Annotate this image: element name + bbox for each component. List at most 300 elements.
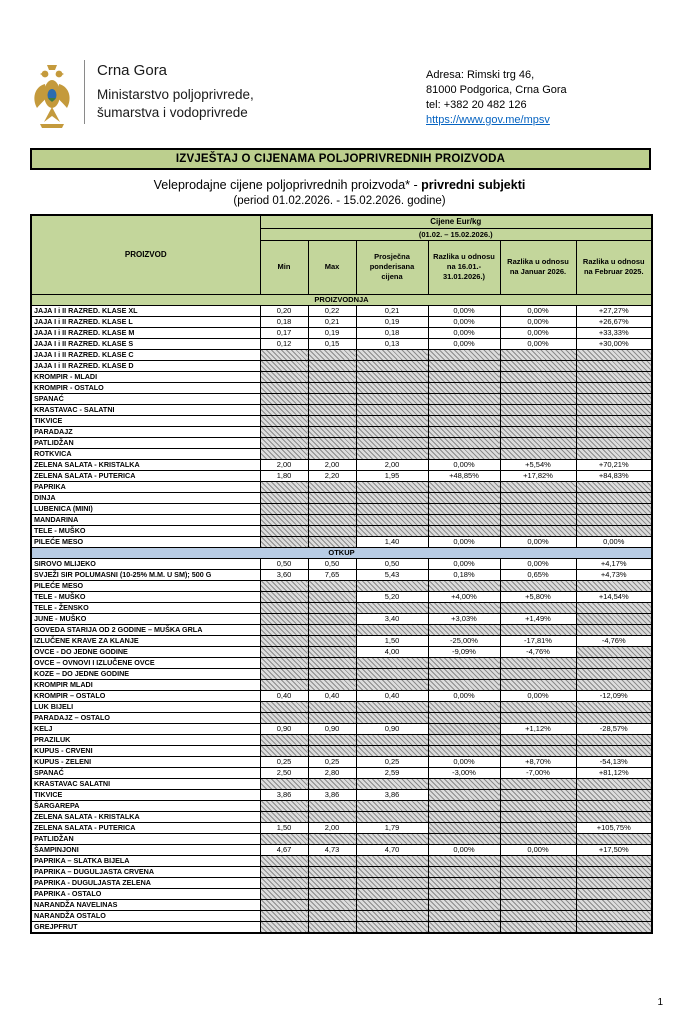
empty-hatched-cell [428, 701, 500, 712]
product-name-cell: JAJA I i II RAZRED. KLASE D [31, 360, 260, 371]
empty-hatched-cell [356, 657, 428, 668]
product-name-cell: NARANDŽA OSTALO [31, 910, 260, 921]
column-header-diff-february: Razlika u odnosu na Februar 2025. [576, 240, 652, 294]
value-cell: 1,95 [356, 470, 428, 481]
empty-hatched-cell [356, 745, 428, 756]
empty-hatched-cell [356, 899, 428, 910]
empty-hatched-cell [356, 888, 428, 899]
value-cell: -28,57% [576, 723, 652, 734]
value-cell: -7,00% [500, 767, 576, 778]
product-name-cell: KROMPIR - MLADI [31, 371, 260, 382]
value-cell: +17,50% [576, 844, 652, 855]
product-name-cell: SPANAĆ [31, 393, 260, 404]
value-cell: 0,90 [356, 723, 428, 734]
empty-hatched-cell [260, 800, 308, 811]
product-name-cell: JAJA I i II RAZRED. KLASE S [31, 338, 260, 349]
value-cell: 2,80 [308, 767, 356, 778]
report-title: IZVJEŠTAJ O CIJENAMA POLJOPRIVREDNIH PROIZVODA [30, 148, 651, 170]
table-row [31, 525, 652, 536]
product-name-cell: ZELENA SALATA - KRISTALKA [31, 811, 260, 822]
value-cell: 0,12 [260, 338, 308, 349]
section-row [31, 294, 652, 305]
empty-hatched-cell [260, 360, 308, 371]
empty-hatched-cell [576, 426, 652, 437]
empty-hatched-cell [576, 679, 652, 690]
empty-hatched-cell [576, 888, 652, 899]
product-name-cell: KROMPIR – OSTALO [31, 690, 260, 701]
value-cell: +1,12% [500, 723, 576, 734]
empty-hatched-cell [356, 800, 428, 811]
empty-hatched-cell [308, 492, 356, 503]
value-cell: 0,18 [356, 327, 428, 338]
table-row [31, 734, 652, 745]
empty-hatched-cell [428, 415, 500, 426]
table-row [31, 503, 652, 514]
product-name-cell: PATLIDŽAN [31, 437, 260, 448]
empty-hatched-cell [428, 448, 500, 459]
empty-hatched-cell [308, 371, 356, 382]
product-name-cell: PARADAJZ – OSTALO [31, 712, 260, 723]
product-name-cell: NARANDŽA NAVELINAS [31, 899, 260, 910]
value-cell: 3,86 [308, 789, 356, 800]
empty-hatched-cell [260, 855, 308, 866]
table-row [31, 327, 652, 338]
empty-hatched-cell [428, 910, 500, 921]
empty-hatched-cell [500, 503, 576, 514]
empty-hatched-cell [428, 745, 500, 756]
empty-hatched-cell [576, 899, 652, 910]
column-header-avg-price: Prosječna ponderisana cijena [356, 240, 428, 294]
product-name-cell: DINJA [31, 492, 260, 503]
table-row [31, 360, 652, 371]
ministry-name-line2: šumarstva i vodoprivrede [97, 105, 248, 120]
product-name-cell: PAPRIKA - DUGULJASTA ZELENA [31, 877, 260, 888]
empty-hatched-cell [428, 888, 500, 899]
empty-hatched-cell [308, 712, 356, 723]
table-row [31, 712, 652, 723]
empty-hatched-cell [356, 602, 428, 613]
empty-hatched-cell [576, 404, 652, 415]
empty-hatched-cell [260, 910, 308, 921]
empty-hatched-cell [308, 481, 356, 492]
product-name-cell: TELE - ŽENSKO [31, 602, 260, 613]
value-cell: 0,50 [308, 558, 356, 569]
table-row [31, 657, 652, 668]
product-name-cell: PAPRIKA – SLATKA BIJELA [31, 855, 260, 866]
value-cell: 5,43 [356, 569, 428, 580]
value-cell: 0,40 [356, 690, 428, 701]
empty-hatched-cell [308, 778, 356, 789]
empty-hatched-cell [260, 635, 308, 646]
product-name-cell: KUPUS - CRVENI [31, 745, 260, 756]
empty-hatched-cell [576, 525, 652, 536]
letterhead [30, 60, 651, 135]
table-row [31, 404, 652, 415]
value-cell: 0,00% [428, 690, 500, 701]
table-row [31, 855, 652, 866]
report-subtitle [0, 178, 679, 192]
empty-hatched-cell [356, 492, 428, 503]
empty-hatched-cell [428, 503, 500, 514]
empty-hatched-cell [500, 492, 576, 503]
product-name-cell: TELE - MUŠKO [31, 525, 260, 536]
value-cell: 0,40 [260, 690, 308, 701]
table-row [31, 426, 652, 437]
empty-hatched-cell [260, 481, 308, 492]
value-cell: -12,09% [576, 690, 652, 701]
empty-hatched-cell [308, 437, 356, 448]
empty-hatched-cell [356, 514, 428, 525]
table-row [31, 470, 652, 481]
value-cell: +81,12% [576, 767, 652, 778]
empty-hatched-cell [260, 503, 308, 514]
empty-hatched-cell [308, 866, 356, 877]
table-row [31, 811, 652, 822]
product-name-cell: KOZE – DO JEDNE GODINE [31, 668, 260, 679]
empty-hatched-cell [308, 393, 356, 404]
empty-hatched-cell [500, 624, 576, 635]
value-cell: 3,86 [356, 789, 428, 800]
product-name-cell: PATLIDŽAN [31, 833, 260, 844]
price-table [30, 214, 653, 934]
empty-hatched-cell [308, 701, 356, 712]
table-row [31, 822, 652, 833]
empty-hatched-cell [356, 624, 428, 635]
empty-hatched-cell [576, 382, 652, 393]
table-row [31, 800, 652, 811]
empty-hatched-cell [428, 668, 500, 679]
product-name-cell: ZELENA SALATA - KRISTALKA [31, 459, 260, 470]
empty-hatched-cell [576, 393, 652, 404]
value-cell: 0,22 [308, 305, 356, 316]
empty-hatched-cell [356, 525, 428, 536]
value-cell: 0,19 [356, 316, 428, 327]
empty-hatched-cell [308, 668, 356, 679]
product-name-cell: PAPRIKA [31, 481, 260, 492]
empty-hatched-cell [576, 646, 652, 657]
empty-hatched-cell [260, 349, 308, 360]
value-cell: -17,81% [500, 635, 576, 646]
empty-hatched-cell [308, 910, 356, 921]
product-name-cell: JAJA I i II RAZRED. KLASE XL [31, 305, 260, 316]
table-row [31, 756, 652, 767]
value-cell: +26,67% [576, 316, 652, 327]
product-name-cell: SIROVO MLIJEKO [31, 558, 260, 569]
table-row [31, 624, 652, 635]
address-line-1: Adresa: Rimski trg 46, [426, 69, 535, 81]
table-row [31, 305, 652, 316]
table-row [31, 349, 652, 360]
empty-hatched-cell [576, 448, 652, 459]
empty-hatched-cell [428, 921, 500, 933]
value-cell: 0,20 [260, 305, 308, 316]
table-row [31, 437, 652, 448]
value-cell: 0,00% [500, 327, 576, 338]
empty-hatched-cell [260, 921, 308, 933]
empty-hatched-cell [500, 778, 576, 789]
empty-hatched-cell [356, 426, 428, 437]
value-cell: +5,80% [500, 591, 576, 602]
value-cell: 0,00% [428, 536, 500, 547]
product-name-cell: JAJA I i II RAZRED. KLASE C [31, 349, 260, 360]
table-row [31, 371, 652, 382]
table-row [31, 591, 652, 602]
empty-hatched-cell [356, 910, 428, 921]
table-row [31, 844, 652, 855]
empty-hatched-cell [308, 349, 356, 360]
empty-hatched-cell [428, 393, 500, 404]
value-cell: 0,00% [428, 338, 500, 349]
empty-hatched-cell [500, 371, 576, 382]
empty-hatched-cell [356, 734, 428, 745]
empty-hatched-cell [260, 536, 308, 547]
empty-hatched-cell [428, 492, 500, 503]
empty-hatched-cell [356, 855, 428, 866]
value-cell: 4,70 [356, 844, 428, 855]
product-name-cell: MANDARINA [31, 514, 260, 525]
product-name-cell: OVCE - DO JEDNE GODINE [31, 646, 260, 657]
value-cell: 1,79 [356, 822, 428, 833]
value-cell: 0,50 [260, 558, 308, 569]
section-label: OTKUP [31, 547, 652, 558]
address-block [426, 60, 651, 135]
value-cell: +14,54% [576, 591, 652, 602]
empty-hatched-cell [260, 701, 308, 712]
empty-hatched-cell [576, 734, 652, 745]
table-row [31, 448, 652, 459]
empty-hatched-cell [308, 503, 356, 514]
empty-hatched-cell [308, 514, 356, 525]
empty-hatched-cell [308, 855, 356, 866]
price-table-header [31, 215, 652, 294]
empty-hatched-cell [428, 855, 500, 866]
empty-hatched-cell [356, 481, 428, 492]
empty-hatched-cell [500, 668, 576, 679]
product-name-cell: LUBENICA (MINI) [31, 503, 260, 514]
empty-hatched-cell [576, 866, 652, 877]
value-cell: 0,25 [356, 756, 428, 767]
empty-hatched-cell [356, 778, 428, 789]
empty-hatched-cell [428, 481, 500, 492]
value-cell: 2,00 [356, 459, 428, 470]
empty-hatched-cell [500, 525, 576, 536]
table-row [31, 921, 652, 933]
empty-hatched-cell [356, 382, 428, 393]
empty-hatched-cell [308, 404, 356, 415]
product-name-cell: JUNE - MUŠKO [31, 613, 260, 624]
empty-hatched-cell [576, 921, 652, 933]
empty-hatched-cell [428, 723, 500, 734]
value-cell: 0,25 [308, 756, 356, 767]
value-cell: -4,76% [500, 646, 576, 657]
report-period: (period 01.02.2026. - 15.02.2026. godine) [233, 195, 446, 207]
empty-hatched-cell [260, 657, 308, 668]
value-cell: +1,49% [500, 613, 576, 624]
subtitle-bold-text: privredni subjekti [421, 178, 526, 192]
value-cell: 2,00 [308, 459, 356, 470]
empty-hatched-cell [576, 415, 652, 426]
empty-hatched-cell [356, 393, 428, 404]
table-row [31, 690, 652, 701]
value-cell: 0,00% [500, 690, 576, 701]
product-name-cell: PAPRIKA - OSTALO [31, 888, 260, 899]
value-cell: 0,00% [428, 459, 500, 470]
empty-hatched-cell [308, 877, 356, 888]
empty-hatched-cell [428, 437, 500, 448]
empty-hatched-cell [356, 448, 428, 459]
empty-hatched-cell [260, 580, 308, 591]
empty-hatched-cell [576, 778, 652, 789]
table-row [31, 701, 652, 712]
value-cell: 0,00% [500, 844, 576, 855]
value-cell: 0,00% [428, 844, 500, 855]
product-name-cell: KROMPIR MLADI [31, 679, 260, 690]
empty-hatched-cell [428, 624, 500, 635]
product-name-cell: TIKVICE [31, 789, 260, 800]
table-row [31, 866, 652, 877]
empty-hatched-cell [260, 833, 308, 844]
value-cell: 0,17 [260, 327, 308, 338]
product-name-cell: GOVEDA STARIJA OD 2 GODINE – MUŠKA GRLA [31, 624, 260, 635]
empty-hatched-cell [428, 778, 500, 789]
product-name-cell: ZELENA SALATA - PUTERICA [31, 470, 260, 481]
empty-hatched-cell [576, 580, 652, 591]
empty-hatched-cell [356, 404, 428, 415]
empty-hatched-cell [308, 800, 356, 811]
value-cell: 0,00% [428, 558, 500, 569]
table-row [31, 789, 652, 800]
value-cell: +33,33% [576, 327, 652, 338]
product-name-cell: ZELENA SALATA - PUTERICA [31, 822, 260, 833]
table-row [31, 877, 652, 888]
table-row [31, 833, 652, 844]
value-cell: 3,60 [260, 569, 308, 580]
empty-hatched-cell [500, 415, 576, 426]
value-cell: 0,00% [500, 338, 576, 349]
empty-hatched-cell [576, 437, 652, 448]
empty-hatched-cell [576, 360, 652, 371]
empty-hatched-cell [260, 602, 308, 613]
empty-hatched-cell [500, 888, 576, 899]
value-cell: 2,00 [308, 822, 356, 833]
column-header-diff-prev-period: Razlika u odnosu na 16.01.- 31.01.2026.) [428, 240, 500, 294]
empty-hatched-cell [356, 679, 428, 690]
empty-hatched-cell [308, 888, 356, 899]
empty-hatched-cell [500, 822, 576, 833]
empty-hatched-cell [576, 811, 652, 822]
report-page [0, 60, 679, 1020]
empty-hatched-cell [308, 646, 356, 657]
empty-hatched-cell [428, 833, 500, 844]
table-row [31, 536, 652, 547]
empty-hatched-cell [428, 657, 500, 668]
value-cell: 1,50 [260, 822, 308, 833]
empty-hatched-cell [356, 360, 428, 371]
empty-hatched-cell [576, 371, 652, 382]
value-cell: 5,20 [356, 591, 428, 602]
empty-hatched-cell [260, 745, 308, 756]
empty-hatched-cell [500, 382, 576, 393]
website-link[interactable]: https://www.gov.me/mpsv [426, 114, 550, 126]
empty-hatched-cell [260, 712, 308, 723]
product-name-cell: PILEĆE MESO [31, 580, 260, 591]
value-cell: 4,00 [356, 646, 428, 657]
empty-hatched-cell [356, 877, 428, 888]
empty-hatched-cell [500, 811, 576, 822]
empty-hatched-cell [428, 877, 500, 888]
org-country-name: Crna Gora [97, 62, 168, 79]
empty-hatched-cell [308, 602, 356, 613]
empty-hatched-cell [308, 580, 356, 591]
empty-hatched-cell [260, 624, 308, 635]
empty-hatched-cell [428, 349, 500, 360]
empty-hatched-cell [576, 712, 652, 723]
empty-hatched-cell [308, 525, 356, 536]
empty-hatched-cell [308, 591, 356, 602]
product-name-cell: ŠARGAREPA [31, 800, 260, 811]
value-cell: 0,00% [428, 756, 500, 767]
empty-hatched-cell [260, 404, 308, 415]
empty-hatched-cell [428, 525, 500, 536]
empty-hatched-cell [576, 910, 652, 921]
empty-hatched-cell [576, 800, 652, 811]
empty-hatched-cell [576, 833, 652, 844]
product-name-cell: KRASTAVAC SALATNI [31, 778, 260, 789]
empty-hatched-cell [500, 833, 576, 844]
empty-hatched-cell [356, 921, 428, 933]
empty-hatched-cell [356, 668, 428, 679]
empty-hatched-cell [576, 492, 652, 503]
value-cell: 4,73 [308, 844, 356, 855]
empty-hatched-cell [356, 866, 428, 877]
empty-hatched-cell [356, 371, 428, 382]
value-cell: 1,50 [356, 635, 428, 646]
coat-of-arms-icon [30, 60, 76, 135]
subtitle-text: Veleprodajne cijene poljoprivrednih proizvoda* - [153, 178, 422, 192]
empty-hatched-cell [356, 701, 428, 712]
value-cell: +84,83% [576, 470, 652, 481]
empty-hatched-cell [260, 393, 308, 404]
empty-hatched-cell [500, 514, 576, 525]
empty-hatched-cell [428, 514, 500, 525]
empty-hatched-cell [308, 448, 356, 459]
section-label: PROIZVODNJA [31, 294, 652, 305]
value-cell: 0,00% [576, 536, 652, 547]
product-name-cell: PRAZILUK [31, 734, 260, 745]
value-cell: +8,70% [500, 756, 576, 767]
product-name-cell: KELJ [31, 723, 260, 734]
value-cell: 4,67 [260, 844, 308, 855]
letterhead-left [30, 60, 254, 135]
empty-hatched-cell [308, 833, 356, 844]
empty-hatched-cell [576, 745, 652, 756]
value-cell: 0,15 [308, 338, 356, 349]
empty-hatched-cell [500, 580, 576, 591]
address-line-2: 81000 Podgorica, Crna Gora [426, 84, 567, 96]
table-row [31, 481, 652, 492]
empty-hatched-cell [260, 437, 308, 448]
empty-hatched-cell [308, 426, 356, 437]
empty-hatched-cell [260, 514, 308, 525]
value-cell: +5,54% [500, 459, 576, 470]
value-cell: 0,19 [308, 327, 356, 338]
product-name-cell: LUK BIJELI [31, 701, 260, 712]
value-cell: +48,85% [428, 470, 500, 481]
value-cell: +17,82% [500, 470, 576, 481]
value-cell: 0,21 [308, 316, 356, 327]
empty-hatched-cell [500, 426, 576, 437]
value-cell: -25,00% [428, 635, 500, 646]
